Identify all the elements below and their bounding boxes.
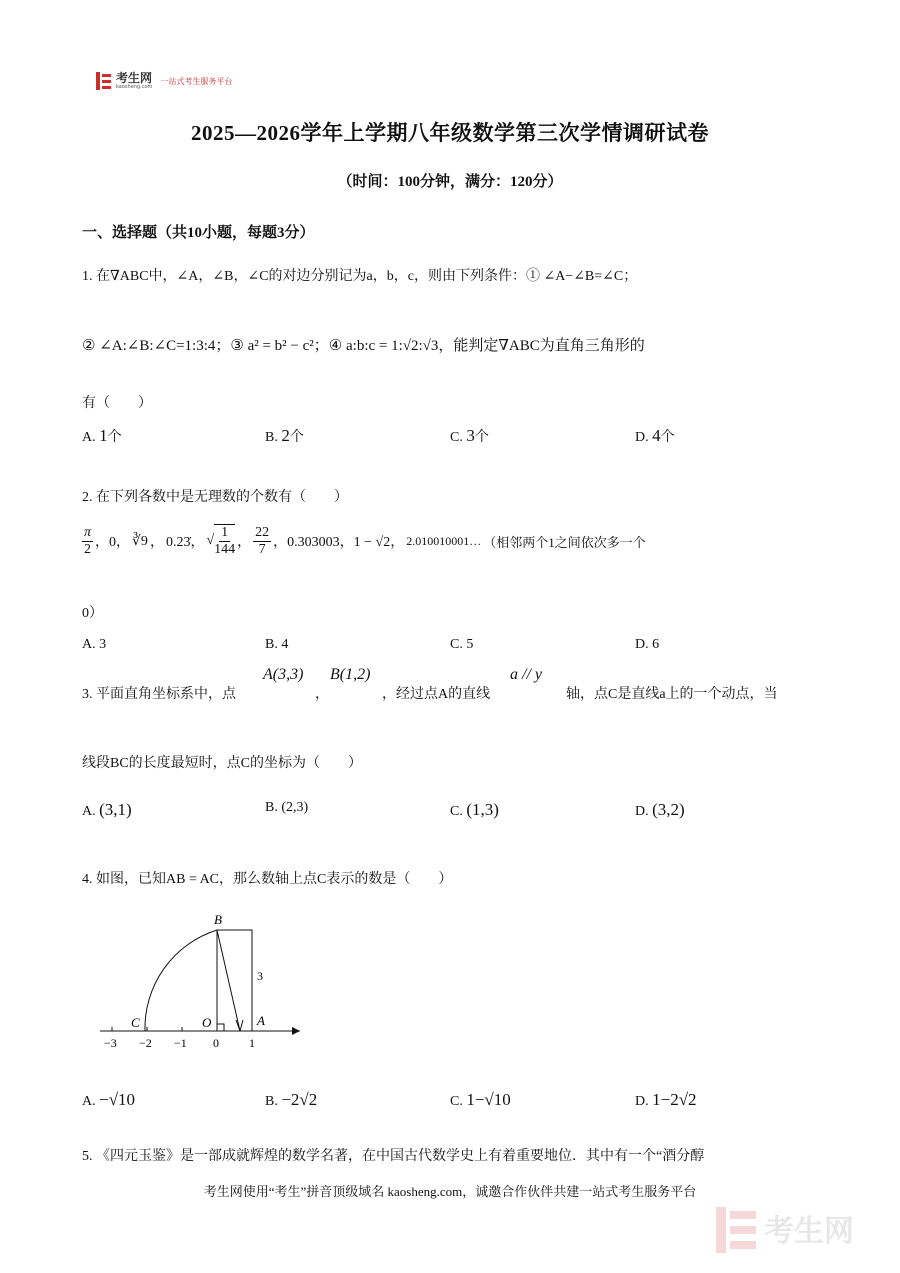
fig-tick-0: 0 bbox=[213, 1036, 219, 1050]
q4-stem: 4. 如图，已知AB = AC，那么数轴上点C表示的数是（ ） bbox=[82, 872, 453, 887]
q1-option-d[interactable]: D. 4个 bbox=[635, 426, 675, 445]
q1-option-c[interactable]: C. 3个 bbox=[450, 426, 489, 445]
fig-tick-m2: −2 bbox=[139, 1036, 152, 1050]
fig-label-o: O bbox=[202, 1015, 212, 1030]
q4-option-b[interactable]: B. −2√2 bbox=[265, 1090, 318, 1109]
q3-point-a: A(3,3) bbox=[263, 666, 304, 683]
fig-tick-1: 1 bbox=[249, 1036, 255, 1050]
q3-text-c: 轴，点C是直线a上的一个动点，当 bbox=[566, 687, 778, 702]
q2-option-a[interactable]: A. 3 bbox=[82, 637, 107, 652]
q1-line1 bbox=[82, 265, 637, 285]
logo-domain: kaosheng.com bbox=[116, 84, 153, 90]
section-heading: 一、选择题（共10小题，每题3分） bbox=[82, 225, 315, 241]
q2-frac-22-7: $\frac{22}{7}$ bbox=[255, 524, 270, 557]
q2-tail: （相邻两个1之间依次多一个 bbox=[483, 534, 646, 550]
q2-option-d[interactable]: D. 6 bbox=[635, 637, 660, 652]
watermark-text: 考生网 bbox=[764, 1214, 854, 1249]
page-title: 2025—2026学年上学期八年级数学第三次学情调研试卷 bbox=[191, 121, 709, 145]
q3-option-a[interactable]: A. (3,1) bbox=[82, 800, 132, 819]
logo-slogan: 一站式考生服务平台 bbox=[160, 76, 233, 86]
header-logo bbox=[96, 72, 232, 90]
page-subtitle: （时间：100分钟，满分：120分） bbox=[337, 174, 563, 190]
q2-sqrt-frac: √ $\frac{1}{144}$ bbox=[206, 525, 236, 557]
fig-label-c: C bbox=[131, 1015, 140, 1030]
q2-repeating: 0.23̇， bbox=[165, 535, 205, 550]
q1-option-b[interactable]: B. 2个 bbox=[265, 426, 304, 445]
q3-option-d[interactable]: D. (3,2) bbox=[635, 800, 685, 819]
q2-option-b[interactable]: B. 4 bbox=[265, 637, 289, 652]
logo-icon bbox=[96, 72, 112, 90]
q1-text1: 在∇ABC中，∠A，∠B，∠C的对边分别记为a，b，c，则由下列条件：① ∠A−∠B=∠C； bbox=[96, 269, 638, 284]
q4-option-a[interactable]: A. −√10 bbox=[82, 1090, 136, 1109]
q1-number: 1. bbox=[82, 269, 93, 284]
fig-tick-m3: −3 bbox=[104, 1036, 117, 1050]
q2-small-number: 2.010010001… bbox=[406, 533, 482, 548]
q4-figure bbox=[95, 905, 315, 1055]
q2-tail2: 0） bbox=[82, 606, 103, 621]
q3-comma: ， bbox=[315, 687, 329, 702]
q3-line2: 线段BC的长度最短时，点C的坐标为（ ） bbox=[82, 756, 363, 771]
q3-option-c[interactable]: C. (1,3) bbox=[450, 800, 499, 819]
q2-numbers: $\frac{\pi}{2}$ ，0， ∛9 ， 0.23̇， √ $\frac{1}{144}$ ， $\frac{22}{7}$ ，0.303003，1 − √2， 2.010010001… （相邻两个1之间依次多一个 bbox=[84, 524, 646, 557]
q2-stem: 2. 在下列各数中是无理数的个数有（ ） bbox=[82, 490, 348, 505]
page-footer: 考生网使用“考生”拼音顶级域名 kaosheng.com，诚邀合作伙伴共建一站式考生服务平台 bbox=[203, 1184, 697, 1199]
q5-stem: 5. 《四元玉鉴》是一部成就辉煌的数学名著，在中国古代数学史上有着重要地位．其中有一个“酒分醇 bbox=[82, 1149, 705, 1164]
q2-pi-fraction: $\frac{\pi}{2}$ bbox=[84, 524, 92, 557]
fig-tick-m1: −1 bbox=[174, 1036, 187, 1050]
fig-label-a: A bbox=[257, 1013, 265, 1028]
q2-cbrt9: ∛9 bbox=[132, 533, 148, 549]
q2-option-c[interactable]: C. 5 bbox=[450, 637, 474, 652]
q4-option-c[interactable]: C. 1−√10 bbox=[450, 1090, 511, 1109]
q1-line2: ② ∠A:∠B:∠C=1:3:4；③ a² = b² − c²；④ a:b:c = 1:√2:√3，能判定∇ABC为直角三角形的 bbox=[82, 338, 645, 354]
q3-line1: 3. 平面直角坐标系中，点 bbox=[82, 687, 236, 702]
logo-name: 考生网 bbox=[116, 71, 153, 85]
q1-line3: 有（ ） bbox=[82, 396, 152, 411]
watermark-logo-icon bbox=[716, 1205, 881, 1255]
q3-text-b: ，经过点A的直线 bbox=[382, 687, 491, 702]
q2-rest: ，0.303003，1 − √2， bbox=[273, 535, 405, 550]
q3-axis: a // y bbox=[510, 666, 542, 683]
q4-option-d[interactable]: D. 1−2√2 bbox=[635, 1090, 697, 1109]
q3-point-b: B(1,2) bbox=[330, 666, 371, 683]
q1-option-a[interactable]: A. 1个 bbox=[82, 426, 122, 445]
fig-label-3: 3 bbox=[257, 969, 263, 983]
q3-option-b[interactable]: B. (2,3) bbox=[265, 800, 309, 815]
fig-label-b: B bbox=[214, 912, 222, 927]
